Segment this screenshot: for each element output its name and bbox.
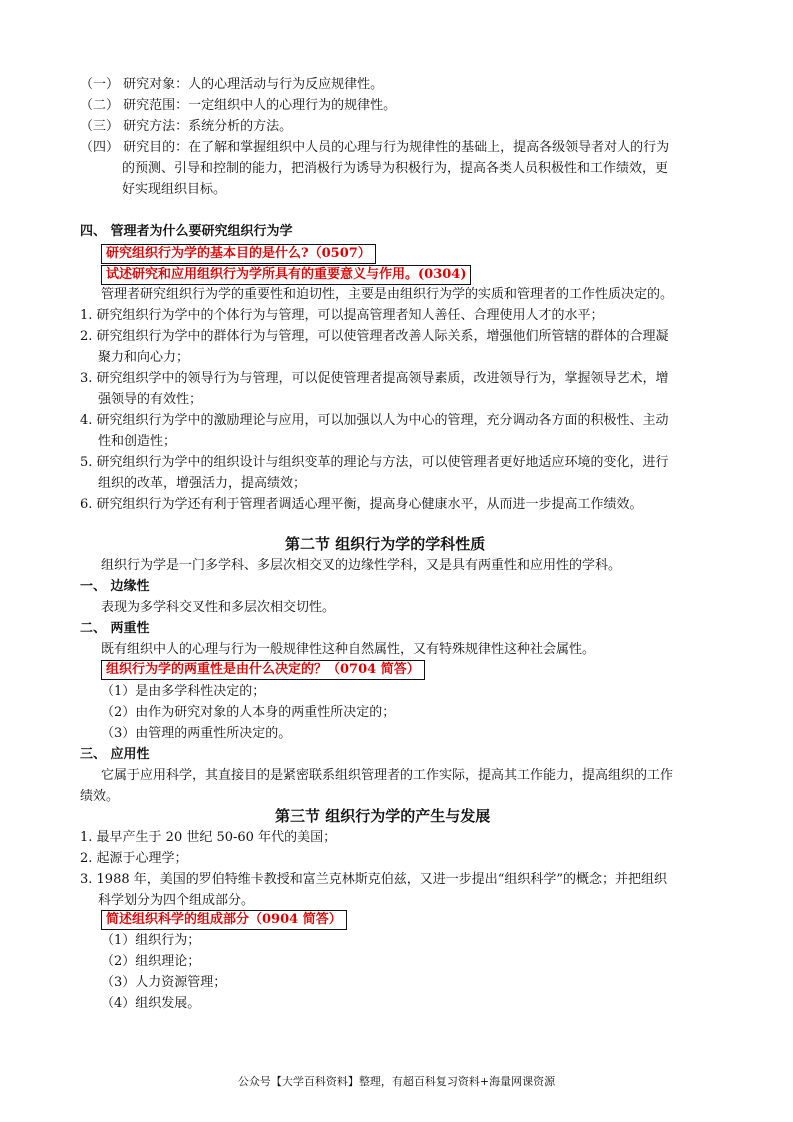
list-item: （2）组织理论；: [101, 954, 201, 969]
list-item: （1）组织行为；: [101, 933, 201, 948]
duality-text: 既有组织中人的心理与行为一般规律性这种自然属性，又有特殊规律性这种社会属性。: [101, 642, 596, 657]
list-item-cont: 组织的改革，增强活力，提高绩效；: [98, 476, 307, 491]
list-item: 1. 研究组织行为学中的个体行为与管理，可以提高管理者知人善任、合理使用人才的水平；: [80, 308, 604, 323]
research-scope-line: （二） 研究范围：一定组织中人的心理行为的规律性。: [80, 98, 397, 113]
list-item: 1. 最早产生于 20 世纪 50-60 年代的美国；: [80, 830, 337, 845]
exam-question-box-2: 试述研究和应用组织行为学所具有的重要意义与作用。(0304): [101, 265, 471, 285]
list-item: （1）是由多学科性决定的；: [101, 684, 266, 699]
section-four-heading: 四、 管理者为什么要研究组织行为学: [80, 224, 293, 239]
list-item: （3）由管理的两重性所决定的。: [101, 726, 292, 741]
list-item-cont: 性和创造性；: [98, 434, 177, 449]
list-item: 3. 研究组织学中的领导行为与管理，可以促使管理者提高领导素质，改进领导行为，掌握领导艺术，增: [80, 371, 669, 386]
applicability-text: 它属于应用科学，其直接目的是紧密联系组织管理者的工作实际，提高其工作能力，提高组织的工作: [101, 768, 674, 783]
research-purpose-line: （四） 研究目的：在了解和掌握组织中人员的心理与行为规律性的基础上，提高各级领导者对人的行为: [80, 140, 670, 155]
list-item: 3. 1988 年，美国的罗伯特维卡教授和富兰克林斯克伯兹，又进一步提出“组织科学”的概念；并把组织: [80, 872, 668, 887]
exam-question-box-1: 研究组织行为学的基本目的是什么?（0507）: [101, 244, 376, 264]
list-item: 2. 研究组织行为学中的群体行为与管理，可以使管理者改善人际关系，增强他们所管辖的群体的合理凝: [80, 329, 669, 344]
page-footer: 公众号【大学百科资料】整理，有超百科复习资料+海量网课资源: [237, 1075, 556, 1088]
section-two-intro: 组织行为学是一门多学科、多层次相交叉的边缘性学科，又是具有两重性和应用性的学科。: [101, 558, 622, 573]
research-purpose-cont-2: 好实现组织目标。: [122, 182, 227, 197]
list-item-cont: 科学划分为四个组成部分。: [98, 893, 255, 908]
applicability-heading: 三、 应用性: [80, 747, 150, 762]
research-purpose-cont-1: 的预测、引导和控制的能力，把消极行为诱导为积极行为，提高各类人员积极性和工作绩效，更: [122, 161, 669, 176]
list-item: 6. 研究组织行为学还有利于管理者调适心理平衡，提高身心健康水平，从而进一步提高工作绩效。: [80, 497, 643, 512]
list-item-cont: 强领导的有效性；: [98, 392, 203, 407]
list-item: 5. 研究组织行为学中的组织设计与组织变革的理论与方法，可以使管理者更好地适应环境的变化，进行: [80, 455, 669, 470]
section-four-intro: 管理者研究组织行为学的重要性和迫切性，主要是由组织行为学的实质和管理者的工作性质决定的。: [101, 287, 674, 302]
list-item-cont: 聚力和向心力；: [98, 350, 190, 365]
applicability-text-cont: 绩效。: [80, 789, 120, 804]
exam-question-box-4: 简述组织科学的组成部分（0904 简答）: [101, 910, 347, 930]
research-method-line: （三） 研究方法：系统分析的方法。: [80, 119, 293, 134]
section-three-title: 第三节 组织行为学的产生与发展: [275, 807, 491, 825]
marginality-heading: 一、 边缘性: [80, 579, 150, 594]
list-item: 2. 起源于心理学；: [80, 851, 188, 866]
list-item: （3）人力资源管理；: [101, 975, 227, 990]
research-object-line: （一） 研究对象：人的心理活动与行为反应规律性。: [80, 77, 384, 92]
section-two-title: 第二节 组织行为学的学科性质: [285, 535, 486, 553]
list-item: 4. 研究组织行为学中的激励理论与应用，可以加强以人为中心的管理，充分调动各方面的积极性、主动: [80, 413, 669, 428]
marginality-text: 表现为多学科交叉性和多层次相交切性。: [101, 600, 336, 615]
exam-question-box-3: 组织行为学的两重性是由什么决定的？（0704 简答）: [101, 660, 425, 680]
list-item: （4）组织发展。: [101, 996, 201, 1011]
duality-heading: 二、 两重性: [80, 621, 150, 636]
list-item: （2）由作为研究对象的人本身的两重性所决定的；: [101, 705, 396, 720]
